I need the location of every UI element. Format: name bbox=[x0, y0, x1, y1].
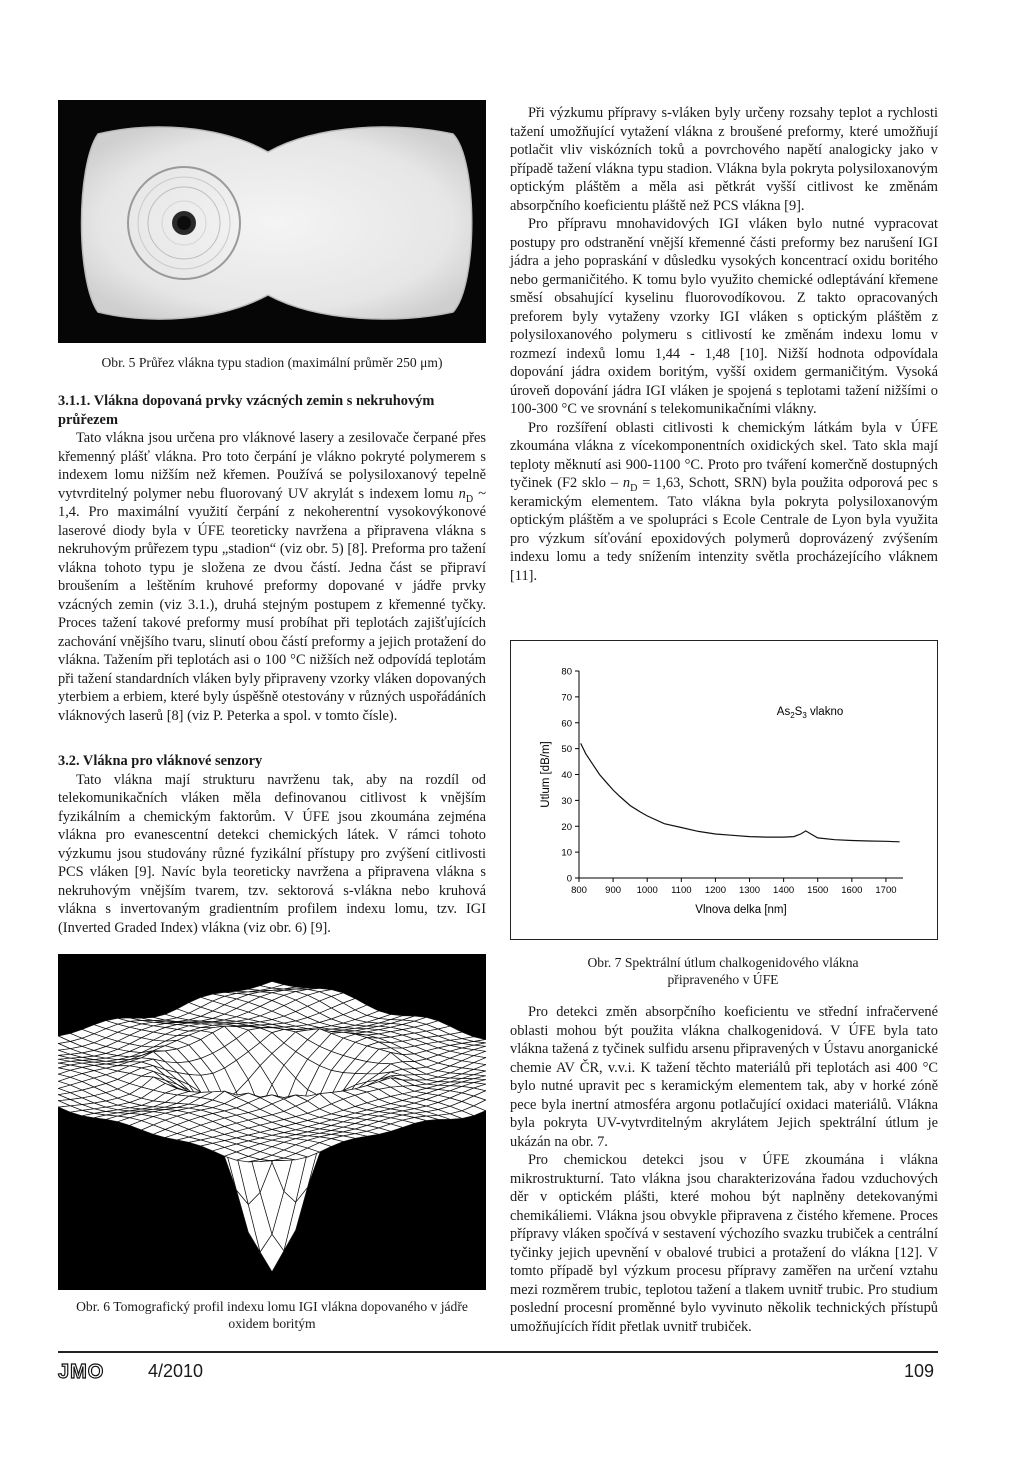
x-tick-label: 1700 bbox=[875, 885, 897, 896]
x-tick-label: 800 bbox=[571, 885, 587, 896]
figure-7-caption: Obr. 7 Spektrální útlum chalkogenidového vlákna připraveného v ÚFE bbox=[587, 955, 859, 987]
y-tick-label: 60 bbox=[561, 718, 572, 730]
annotation-subscript: 3 bbox=[802, 710, 807, 720]
y-tick-label: 50 bbox=[561, 744, 572, 756]
x-tick-label: 900 bbox=[605, 885, 622, 896]
paragraph-text: Tato vlákna jsou určena pro vláknové lasery a zesilovače čerpané přes křemenný plášť vlákna. Pro toto čerpání je vlákno pokryté polymerem s indexem lomu nižším než křemen. Používá se polysiloxanový tepelně vytvrditelný polymer nebu fluorovaný UV akrylát s indexem lomu bbox=[58, 430, 486, 502]
annotation-text: S bbox=[794, 705, 803, 718]
paragraph-text: ~ 1,4. Pro maximální využití čerpání z nekoherentní vysokovýkonové laserové diody byla v ÚFE teoreticky navržena a připravena vlákna s nekruhovým průřezem typu „stadion“ (viz obr. 5) [8]. Preforma pro tažení vlákna tohoto typu je složena ze dvou částí. Jedna část se připraví broušením a leštěním kruhové preformy dopované v jádře prvky vzácných zemin (viz 3.1.), druhá stejným postupem z křemenné tyčky. Proces tažení takové preformy musí probíhat při teplotách zajišťujících zachování vnějšího tvaru, slinutí obou částí preformy a jejich protažení do vlákna. Tažením při teplotách asi o 100 °C nižších než odpovídá teplotám při tažení standardních vláken byly připraveny vzorky vláken dopovaných yterbiem a erbiem, které byly úspěšně otestovány v různých uspořádáních vláknových laserů [8] (viz P. Peterka a spol. v tomto čísle). bbox=[58, 485, 486, 724]
section-3-1-1 bbox=[58, 392, 486, 725]
right-column-text-top bbox=[510, 104, 938, 585]
section-3-2 bbox=[58, 752, 486, 937]
x-tick-label: 1300 bbox=[738, 885, 761, 896]
symbol-n: n bbox=[458, 485, 466, 502]
right-paragraph-4: Pro detekci změn absorpčního koeficientu ve střední infračervené oblasti mohou být použita vlákna chalkogenidová. V ÚFE byla tato vlákna tažená z tyčinek sulfidu arsenu připravených v Ústavu anorganické chemie AV ČR, v.v.i. K tažení těchto materiálů při teplotách asi 400 °C bylo nutné upravit pec s keramickým elementem tak, aby v horké zóně pece byla inertní atmosféra argonu potlačující oxidaci materiálů. Vlákna byla pokryta UV-vytvrditelným akrylátem Jejich spektrální útlum je ukázán na obr. 7. bbox=[510, 1004, 938, 1150]
y-tick-label: 30 bbox=[561, 795, 572, 807]
stadion-cross-section-graphic bbox=[58, 100, 486, 343]
attenuation-series-line bbox=[581, 743, 900, 841]
footer-rule bbox=[58, 1351, 938, 1353]
y-tick-label: 20 bbox=[561, 821, 572, 833]
section-3-2-paragraph: Tato vlákna mají strukturu navrženu tak, aby na rozdíl od telekomunikačních vláken měla definovanou citlivost k vnějším fyzikálním a chemickým faktorům. V ÚFE jsou zkoumána zejména vlákna pro evanescentní detekci chemických látek. V rámci tohoto výzkumu jsou studovány různé fyzikální přístupy pro zvýšení citlivosti PCS vláken [9]. Navíc byla teoreticky navržena a připravena vlákna s nekruhovým vnějším tvarem, tzv. sektorová s-vlákna nebo kruhová vlákna s invertovaným gradientním profilem indexu lomu, tzv. IGI (Inverted Graded Index) vlákna (viz obr. 6) [9]. bbox=[58, 771, 486, 936]
right-paragraph-5: Pro chemickou detekci jsou v ÚFE zkoumána i vlákna mikrostrukturní. Tato vlákna jsou charakterizována řadou vzduchových děr v optickém plášti, které mohou být naplněny detekovanými chemikáliemi. Vlákna jsou obvykle připravena z čistého křemene. Proces přípravy vláken spočívá v sestavení výchozího svazku trubiček a centrální tyčinky jejich upevnění v obalové trubici a protažení do vlákna [12]. V tomto případě byl výzkum procesu přípravy zaměřen na určení vztahu mezi rozměrem trubic, teplotou tažení a tlakem uvnitř trubic. Pro studium poslední procesní proměnné bylo vyvinuto několik technických přístupů umožňujících řídit přetlak uvnitř trubiček. bbox=[510, 1152, 938, 1335]
x-tick-label: 1100 bbox=[671, 885, 692, 896]
x-tick-label: 1500 bbox=[807, 885, 829, 896]
page-number: 109 bbox=[904, 1361, 935, 1381]
issue-number: 4/2010 bbox=[148, 1361, 204, 1381]
y-tick-label: 40 bbox=[561, 770, 572, 781]
figure-7-chart-frame bbox=[510, 640, 938, 940]
right-paragraph-2: Pro přípravu mnohavidových IGI vláken bylo nutné vypracovat postupy pro odstranění vnější křemenné části preformy bez narušení IGI jádra a jeho popraskání v důsledku vysokých koncentrací oxidu boritého nebo germaničitého. K tomu bylo využito chemické odleptávání křemene směsí obsahující kyselinu fluorovodíkovou. Z takto opracovaných preforem byly vytaženy vzorky IGI vláken s optickým pláštěm z polysiloxanového polymeru s citlivostí ke změnám indexu lomu v rozmezí indexů lomu 1,44 - 1,48 [10]. Nižší hodnota odpovídala dopování jádra oxidem boritým, vyšší oxidem germaničitým. Vysoká úroveň dopování jádra IGI vláken je spojená s teplotami tažení nižšími o 100-300 °C ve srovnání s telekomunikačními vlákny. bbox=[510, 216, 938, 417]
y-tick-label: 0 bbox=[566, 873, 572, 885]
paragraph-text: Pro rozšíření oblasti citlivosti k chemickým látkám byla v ÚFE zkoumána vlákna z vícekomponentních oxidických skel. Tato skla mají teploty měknutí asi 900-1100 °C. Proto pro tváření komerčně dostupných tyčinek (F2 sklo – bbox=[510, 419, 938, 491]
tomographic-profile-graphic bbox=[58, 954, 486, 1290]
section-3-2-heading: 3.2. Vlákna pro vláknové senzory bbox=[58, 753, 263, 769]
x-tick-label: 1400 bbox=[773, 885, 795, 896]
paragraph-text: = 1,63, Schott, SRN) byla použita odporová pec s keramickým elementem. Tato vlákna byla pokryta polysiloxanovým optickým pláštěm a ve spolupráci s Ecole Centrale de Lyon byla využita pro výzkum síťování epoxidových polymerů doprovázený zvýšením indexu lomu a tedy snížením intenzity světla procházejícího vláknem [11]. bbox=[510, 475, 938, 584]
figure-5-caption: Obr. 5 Průřez vlákna typu stadion (maximální průměr 250 μm) bbox=[101, 355, 443, 370]
figure-6-refractive-index-profile bbox=[58, 954, 486, 1290]
x-tick-label: 1600 bbox=[841, 885, 863, 896]
figure-5-stadion-fiber-image bbox=[58, 100, 486, 343]
x-tick-label: 1200 bbox=[704, 885, 726, 896]
y-axis-label: Utlum [dB/m] bbox=[540, 741, 552, 808]
figure-6-caption: Obr. 6 Tomografický profil indexu lomu IGI vlákna dopovaného v jádře oxidem boritým bbox=[76, 1299, 468, 1331]
symbol-subscript: D bbox=[465, 493, 474, 505]
annotation-subscript: 2 bbox=[790, 710, 795, 720]
series-annotation bbox=[777, 706, 843, 720]
section-3-1-1-heading: 3.1.1. Vlákna dopovaná prvky vzácných zemin s nekruhovým průřezem bbox=[58, 393, 435, 428]
right-paragraph-3 bbox=[510, 419, 938, 586]
right-column-text-bottom bbox=[510, 1003, 938, 1336]
x-axis-label: Vlnova delka [nm] bbox=[695, 904, 787, 916]
section-3-1-1-paragraph bbox=[58, 429, 486, 725]
figure-7-attenuation-chart bbox=[511, 641, 937, 939]
y-tick-label: 70 bbox=[561, 692, 572, 704]
right-paragraph-1: Při výzkumu přípravy s-vláken byly určeny rozsahy teplot a rychlosti tažení umožňující vytažení vlákna z broušené preformy, které umožňují potlačit vliv viskózních toků a povrchového napětí analogicky jako v případě tažení vlákna typu stadion. Vlákna byla pokryta polysiloxanovým optickým pláštěm a měla asi pětkrát vyšší citlivost ke změnám absorpčního koeficientu pláště než PCS vlákna [9]. bbox=[510, 105, 938, 214]
symbol-subscript: D bbox=[630, 482, 638, 494]
annotation-text: As bbox=[776, 705, 791, 718]
x-tick-label: 1000 bbox=[636, 885, 658, 896]
y-tick-label: 80 bbox=[561, 666, 572, 678]
y-tick-label: 10 bbox=[561, 847, 572, 859]
journal-logo: JMO bbox=[58, 1361, 105, 1383]
annotation-text: vlakno bbox=[806, 705, 844, 718]
symbol-n: n bbox=[622, 475, 631, 491]
